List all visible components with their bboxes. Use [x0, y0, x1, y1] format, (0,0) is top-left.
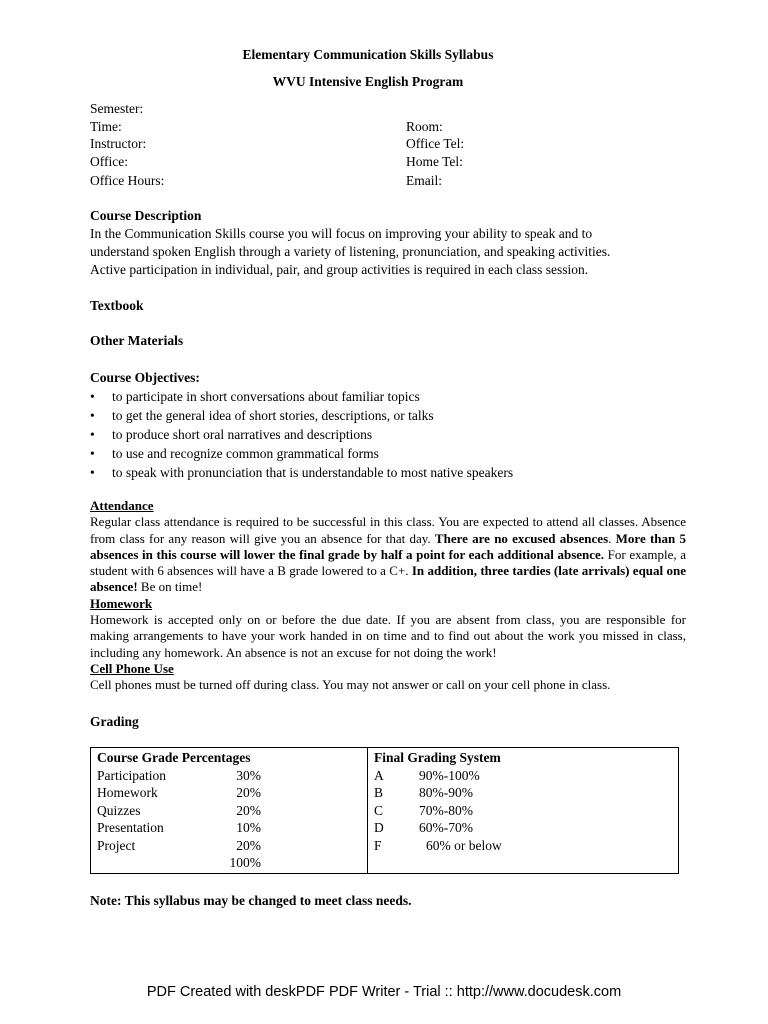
email-label: Email: [406, 173, 442, 188]
table-row: 100% [229, 855, 261, 870]
document-title: Elementary Communication Skills Syllabus [242, 47, 494, 62]
bullet-icon: • [90, 408, 95, 423]
grading-heading: Grading [90, 714, 139, 729]
room-label: Room: [406, 119, 443, 134]
bullet-icon: • [90, 465, 95, 480]
bullet-icon: • [90, 389, 95, 404]
instructor-label: Instructor: [90, 136, 147, 151]
pdf-footer: PDF Created with deskPDF PDF Writer - Trial :: http://www.docudesk.com [146, 984, 622, 1000]
table-row: Homework 20% [97, 785, 261, 800]
grading-system-cell [368, 748, 679, 874]
time-label: Time: [90, 119, 122, 134]
list-item [90, 406, 513, 425]
cell-phone-heading: Cell Phone Use [90, 660, 174, 676]
bullet-icon: • [90, 427, 95, 442]
bullet-icon: • [90, 446, 95, 461]
cell-phone-text: Cell phones must be turned off during class. You may not answer or call on your cell phone in class. [90, 677, 611, 693]
grading-table [90, 747, 679, 874]
table-row: F 60% or below [374, 837, 502, 853]
objectives-list [90, 387, 513, 482]
textbook-heading: Textbook [90, 298, 144, 313]
course-description-line: Active participation in individual, pair, and group activities is required in each class session. [90, 262, 589, 277]
other-materials-heading: Other Materials [90, 333, 184, 348]
list-item [90, 444, 513, 463]
grade-percentages-heading: Course Grade Percentages [97, 750, 251, 765]
objective-text: to produce short oral narratives and descriptions [112, 427, 373, 442]
objective-text: to use and recognize common grammatical forms [112, 446, 379, 461]
grade-percentages-cell [91, 748, 368, 874]
table-row: D 60%-70% [374, 820, 473, 835]
course-description-line: understand spoken English through a variety of listening, pronunciation, and speaking activities. [90, 244, 611, 259]
semester-label: Semester: [90, 101, 144, 116]
table-row: Quizzes 20% [97, 802, 261, 818]
objectives-heading: Course Objectives: [90, 370, 200, 385]
list-item [90, 387, 513, 406]
homework-heading: Homework [90, 595, 153, 611]
office-hours-label: Office Hours: [90, 173, 165, 188]
list-item [90, 463, 513, 482]
list-item [90, 425, 513, 444]
table-row: C 70%-80% [374, 802, 473, 818]
office-tel-label: Office Tel: [406, 136, 465, 151]
table-row: Participation 30% [97, 767, 261, 783]
homework-text: Homework is accepted only on or before the due date. If you are absent from class, you are responsible for making arrangements to have your work handed in on time and to find out about the work you missed in class, including any homework. An absence is not an excuse for not doing the work! [90, 612, 686, 660]
objective-text: to participate in short conversations about familiar topics [112, 389, 420, 404]
attendance-section [90, 498, 686, 694]
course-description-line: In the Communication Skills course you will focus on improving your ability to speak and to [90, 226, 593, 241]
office-label: Office: [90, 154, 128, 169]
home-tel-label: Home Tel: [406, 154, 463, 169]
table-row: B 80%-90% [374, 785, 473, 800]
objective-text: to speak with pronunciation that is understandable to most native speakers [112, 465, 514, 480]
table-row: A 90%-100% [374, 767, 480, 783]
grading-system-heading: Final Grading System [374, 750, 501, 765]
document-subtitle: WVU Intensive English Program [272, 74, 464, 89]
table-row: Presentation 10% [97, 820, 261, 835]
course-description-heading: Course Description [90, 208, 202, 223]
attendance-heading: Attendance [90, 498, 154, 513]
objective-text: to get the general idea of short stories, descriptions, or talks [112, 408, 434, 423]
syllabus-note: Note: This syllabus may be changed to meet class needs. [90, 893, 412, 908]
attendance-text: Regular class attendance is required to be successful in this class. You are expected to attend all classes. Absence from class for any reason will give you an absence for that day. There are no excused absences. More than 5 absences in this course will lower the final grade by half a point for each additional absence. For example, a student with 6 absences will have a B grade lowered to a C+. In addition, three tardies (late arrivals) equal one absence! Be on time! [90, 514, 686, 595]
table-row: Project 20% [97, 837, 261, 853]
